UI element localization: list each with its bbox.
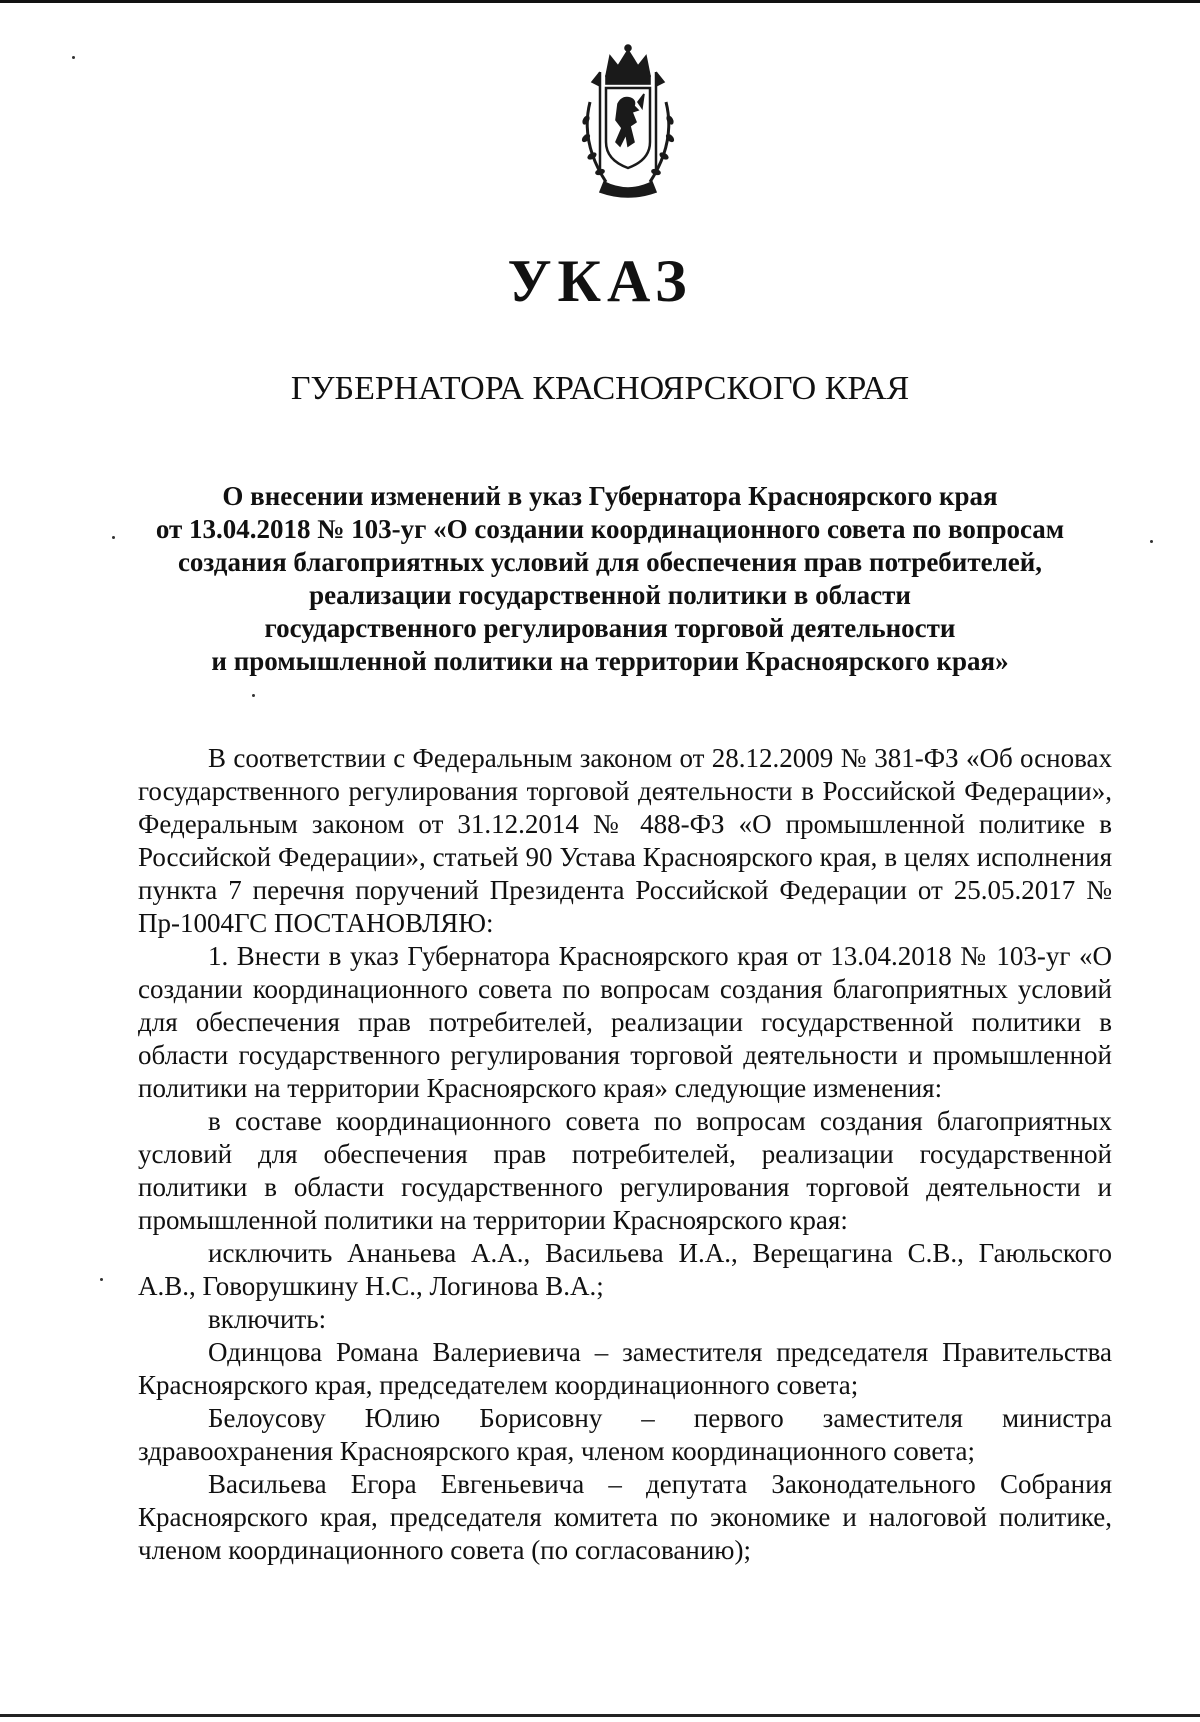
member-belousova-paragraph: Белоусову Юлию Борисовну – первого заместителя министра здравоохранения Красноярского края, членом координационного совета; [138,1403,1112,1466]
scan-speck [1150,540,1153,543]
scan-speck [112,536,115,539]
preamble-paragraph: В соответствии с Федеральным законом от 28.12.2009 № 381-ФЗ «Об основах государственного регулирования торговой деятельности в Российской Федерации», Федеральным законом от 31.12.2014 № 488-ФЗ «О промышленной политике в Российской Федерации», статьей 90 Устава Красноярского края, в целях исполнения пункта 7 перечня поручений Президента Российской Федерации от 25.05.2017 № Пр-1004ГС ПОСТАНОВЛЯЮ: [138,743,1112,938]
heading-line: от 13.04.2018 № 103-уг «О создании координационного совета по вопросам [155,514,1065,544]
member-vasiliev-paragraph: Васильева Егора Евгеньевича – депутата Законодательного Собрания Красноярского края, председателя комитета по экономике и налоговой политике, членом координационного совета (по согласованию); [138,1469,1112,1565]
document-body [138,742,1112,1567]
issuing-authority: ГУБЕРНАТОРА КРАСНОЯРСКОГО КРАЯ [290,370,910,407]
clause-1-paragraph: 1. Внести в указ Губернатора Красноярского края от 13.04.2018 № 103-уг «О создании координационного совета по вопросам создания благоприятных условий для обеспечения прав потребителей, реализации государственной политики в области государственного регулирования торговой деятельности и промышленной политики на территории Красноярского края» следующие изменения: [138,941,1112,1103]
top-border [0,0,1200,3]
heading-line: государственного регулирования торговой деятельности [264,613,956,643]
council-composition-paragraph: в составе координационного совета по вопросам создания благоприятных условий для обеспечения прав потребителей, реализации государственной политики в области государственного регулирования торговой деятельности и промышленной политики на территории Красноярского края: [138,1106,1112,1235]
scan-speck [100,1278,103,1281]
bottom-border [0,1714,1200,1717]
heading-line: создания благоприятных условий для обеспечения прав потребителей, [177,547,1043,577]
heading-line: реализации государственной политики в области [309,580,911,610]
document-title: УКАЗ [507,248,693,314]
heading-line: О внесении изменений в указ Губернатора Красноярского края [222,481,998,511]
heading-line: и промышленной политики на территории Красноярского края» [211,646,1009,676]
include-label-paragraph: включить: [208,1304,327,1334]
exclude-members-paragraph: исключить Ананьева А.А., Васильева И.А., Верещагина С.В., Гаюльского А.В., Говорушкину Н.С., Логинова В.А.; [138,1238,1112,1301]
member-odintsov-paragraph: Одинцова Романа Валериевича – заместителя председателя Правительства Красноярского края, председателем координационного совета; [138,1337,1112,1400]
document-subject-heading [130,480,1090,678]
scan-speck [72,56,75,59]
krasnoyarsk-coat-of-arms-icon [566,42,690,200]
scan-speck [252,694,255,697]
